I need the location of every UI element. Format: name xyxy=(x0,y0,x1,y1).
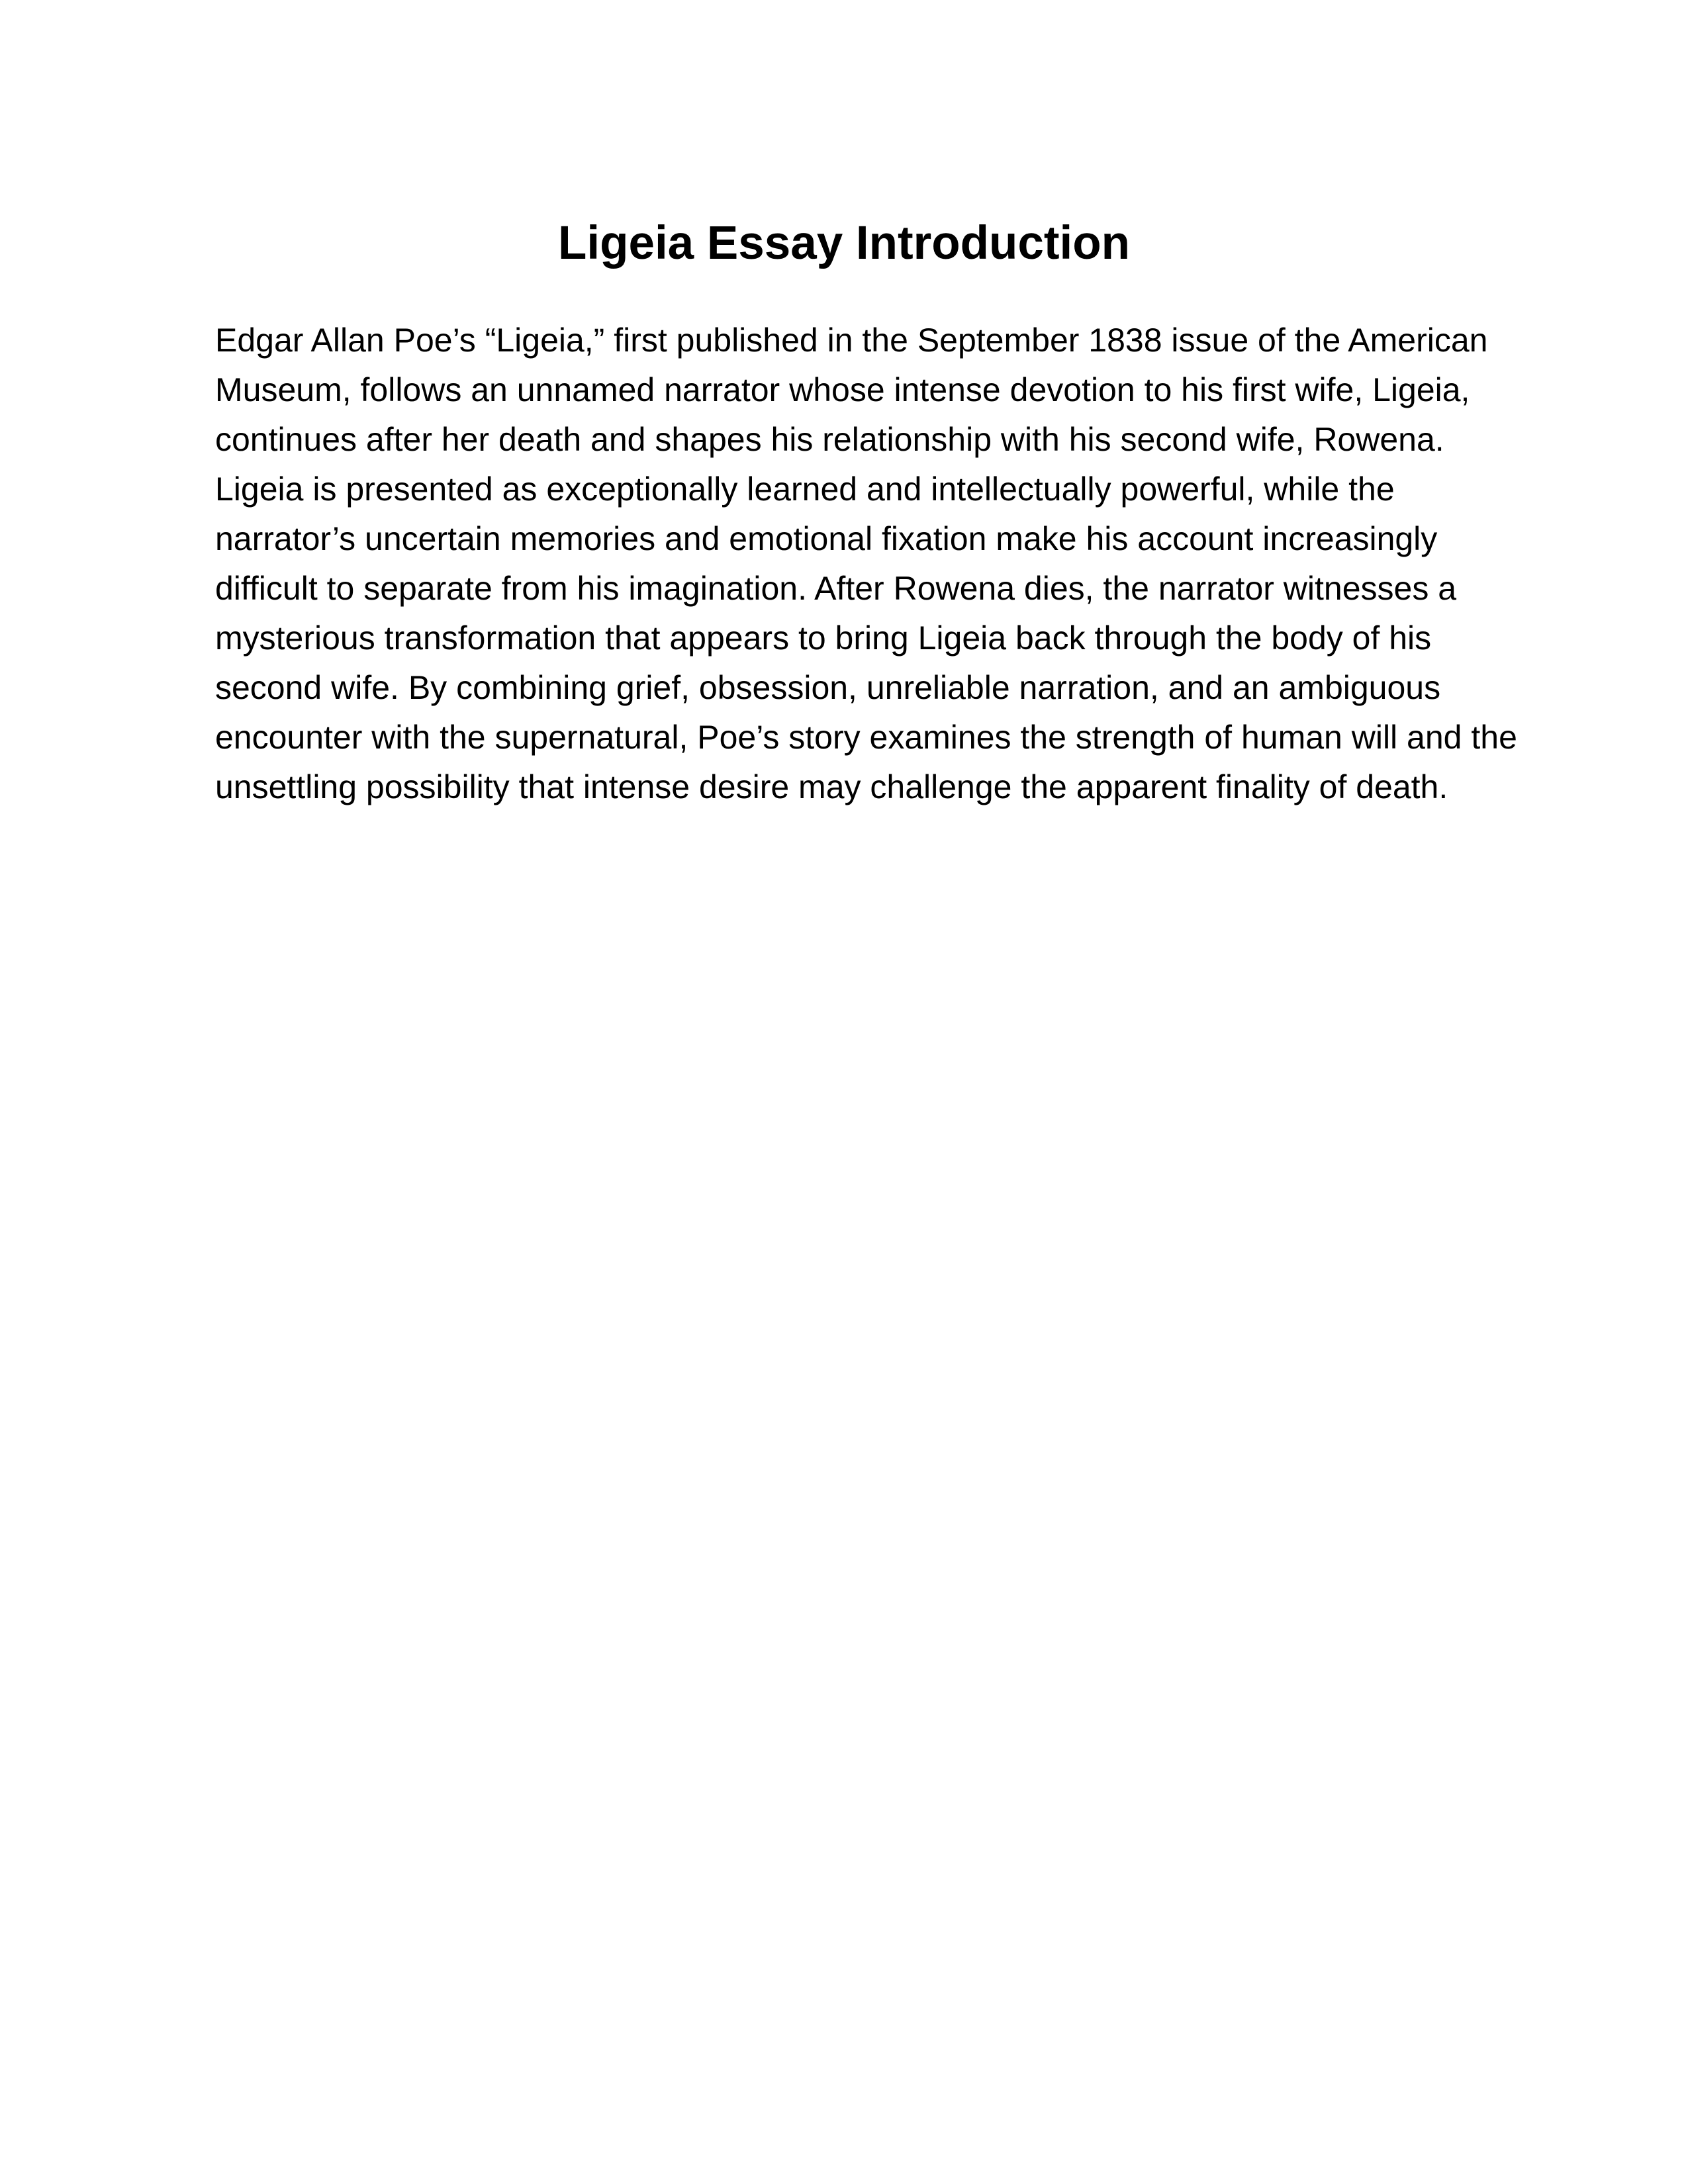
paragraph-line: continues after her death and shapes his relationship with his second wife, Rowena. xyxy=(215,421,1444,458)
paragraph-line: mysterious transformation that appears to bring Ligeia back through the body of his xyxy=(215,619,1432,657)
page-title: Ligeia Essay Introduction xyxy=(558,217,1130,269)
essay-paragraph xyxy=(215,316,1517,812)
paragraph-line: encounter with the supernatural, Poe’s story examines the strength of human will and the xyxy=(215,719,1517,756)
paragraph-line: Museum, follows an unnamed narrator whose intense devotion to his first wife, Ligeia, xyxy=(215,371,1470,408)
paragraph-line: difficult to separate from his imagination. After Rowena dies, the narrator witnesses a xyxy=(215,570,1457,607)
paragraph-line: second wife. By combining grief, obsession, unreliable narration, and an ambiguous xyxy=(215,669,1441,706)
paragraph-line: narrator’s uncertain memories and emotional fixation make his account increasingly xyxy=(215,520,1438,557)
paragraph-line: unsettling possibility that intense desire may challenge the apparent finality of death. xyxy=(215,768,1448,805)
paragraph-line: Ligeia is presented as exceptionally learned and intellectually powerful, while the xyxy=(215,471,1395,508)
paragraph-line: Edgar Allan Poe’s “Ligeia,” first published in the September 1838 issue of the American xyxy=(215,322,1488,359)
